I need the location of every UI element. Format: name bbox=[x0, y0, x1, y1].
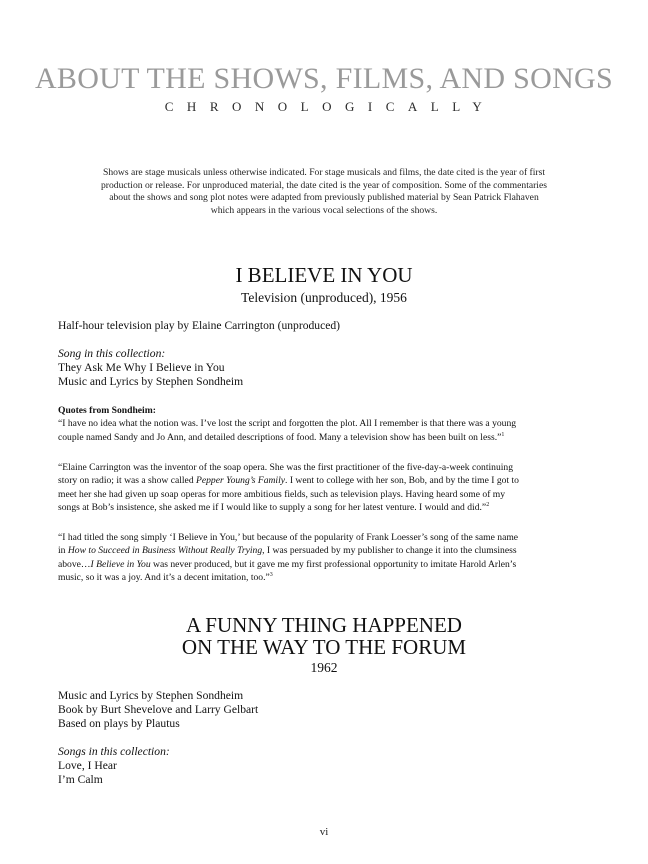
quote-line bbox=[58, 558, 590, 571]
show-description bbox=[58, 319, 590, 333]
show-reference: How to Succeed in Business Without Really Trying bbox=[67, 545, 263, 557]
show-title bbox=[0, 614, 648, 658]
show-credits bbox=[58, 689, 590, 732]
credit-line: Book by Burt Shevelove and Larry Gelbart bbox=[58, 703, 259, 717]
show-subtitle: Television (unproduced), 1956 bbox=[241, 290, 407, 305]
quote-line bbox=[58, 544, 590, 557]
quotes-label: Quotes from Sondheim: bbox=[58, 405, 156, 416]
description-text: Half-hour television play by Elaine Carrington (unproduced) bbox=[58, 319, 341, 332]
show-year: 1962 bbox=[310, 660, 338, 675]
footnote-marker: 3 bbox=[269, 572, 273, 579]
quote-text: . I went to college with her son, Bob, and by the time I got to bbox=[285, 475, 519, 487]
footnote-marker: 2 bbox=[486, 502, 490, 509]
page-number: vi bbox=[319, 826, 329, 838]
quote-3 bbox=[58, 531, 590, 585]
song-title: I’m Calm bbox=[58, 773, 103, 787]
credit-line: Music and Lyrics by Stephen Sondheim bbox=[58, 689, 244, 702]
quote-text: music, so it was a joy. And it’s a decent imitation, too.” bbox=[58, 572, 270, 584]
quote-text: was never produced, but it gave me my first professional opportunity to imitate Harold Arlen’s bbox=[150, 558, 517, 570]
song-title: Love, I Hear bbox=[58, 759, 117, 773]
intro-line: Shows are stage musicals unless otherwise indicated. For stage musicals and films, the date cited is the year of first bbox=[102, 167, 545, 178]
show-reference: Pepper Young’s Family bbox=[196, 475, 286, 487]
quote-text: in bbox=[58, 545, 68, 557]
quote-text: couple named Sandy and Jo Ann, and detailed descriptions of food. Many a television show has been built on less.” bbox=[58, 431, 502, 443]
quote-line bbox=[58, 501, 590, 514]
quote-text: story on radio; it was a show called bbox=[58, 475, 197, 487]
intro-line: which appears in the various vocal selections of the shows. bbox=[210, 204, 438, 216]
quote-line bbox=[58, 571, 590, 584]
quote-text: , I was persuaded by my publisher to change it into the clumsiness bbox=[262, 545, 517, 557]
page-subtitle: CHRONOLOGICALLY bbox=[164, 99, 496, 114]
quote-line: meet her she had given up soap operas for more ambitious fields, such as television plays. Having heard some of my bbox=[58, 488, 506, 500]
quote-text: songs at Bob’s insistence, she asked me if I would like to supply a song for her latest venture. I would and did.” bbox=[58, 502, 487, 514]
show-title-line: ON THE WAY TO THE FORUM bbox=[181, 635, 467, 659]
page-title: ABOUT THE SHOWS, FILMS, AND SONGS bbox=[34, 62, 614, 95]
quote-line: “Elaine Carrington was the inventor of the soap opera. She was the first practitioner of the five-day-a-week continuing bbox=[58, 462, 514, 473]
quote-line: “I had titled the song simply ‘I Believe in You,’ but because of the popularity of Frank Loesser’s song of the same name bbox=[58, 532, 519, 543]
credit-line: Based on plays by Plautus bbox=[58, 717, 180, 731]
quote-line: “I have no idea what the notion was. I’ve lost the script and forgotten the plot. All I remember is that there was a young bbox=[58, 418, 517, 430]
songs-label: Song in this collection: bbox=[58, 347, 166, 360]
quote-line bbox=[58, 474, 590, 487]
song-credits: Music and Lyrics by Stephen Sondheim bbox=[58, 375, 244, 389]
song-title: They Ask Me Why I Believe in You bbox=[58, 361, 225, 375]
intro-line: production or release. For unproduced material, the date cited is the year of composition. Some of the commentaries bbox=[101, 179, 547, 191]
song-list bbox=[58, 347, 590, 390]
quote-1 bbox=[58, 404, 590, 444]
song-reference: I Believe in You bbox=[90, 558, 151, 570]
footnote-marker: 1 bbox=[501, 431, 505, 438]
quote-2 bbox=[58, 461, 590, 515]
song-list bbox=[58, 745, 590, 788]
quote-text: above… bbox=[58, 558, 91, 570]
show-title-line: A FUNNY THING HAPPENED bbox=[186, 613, 462, 637]
intro-line: about the shows and song plot notes were adapted from previously published material by Sean Patrick Flahaven bbox=[109, 192, 539, 204]
quote-line bbox=[58, 431, 590, 444]
intro-paragraph bbox=[62, 167, 586, 217]
songs-label: Songs in this collection: bbox=[58, 745, 170, 758]
show-title: I BELIEVE IN YOU bbox=[235, 263, 413, 287]
